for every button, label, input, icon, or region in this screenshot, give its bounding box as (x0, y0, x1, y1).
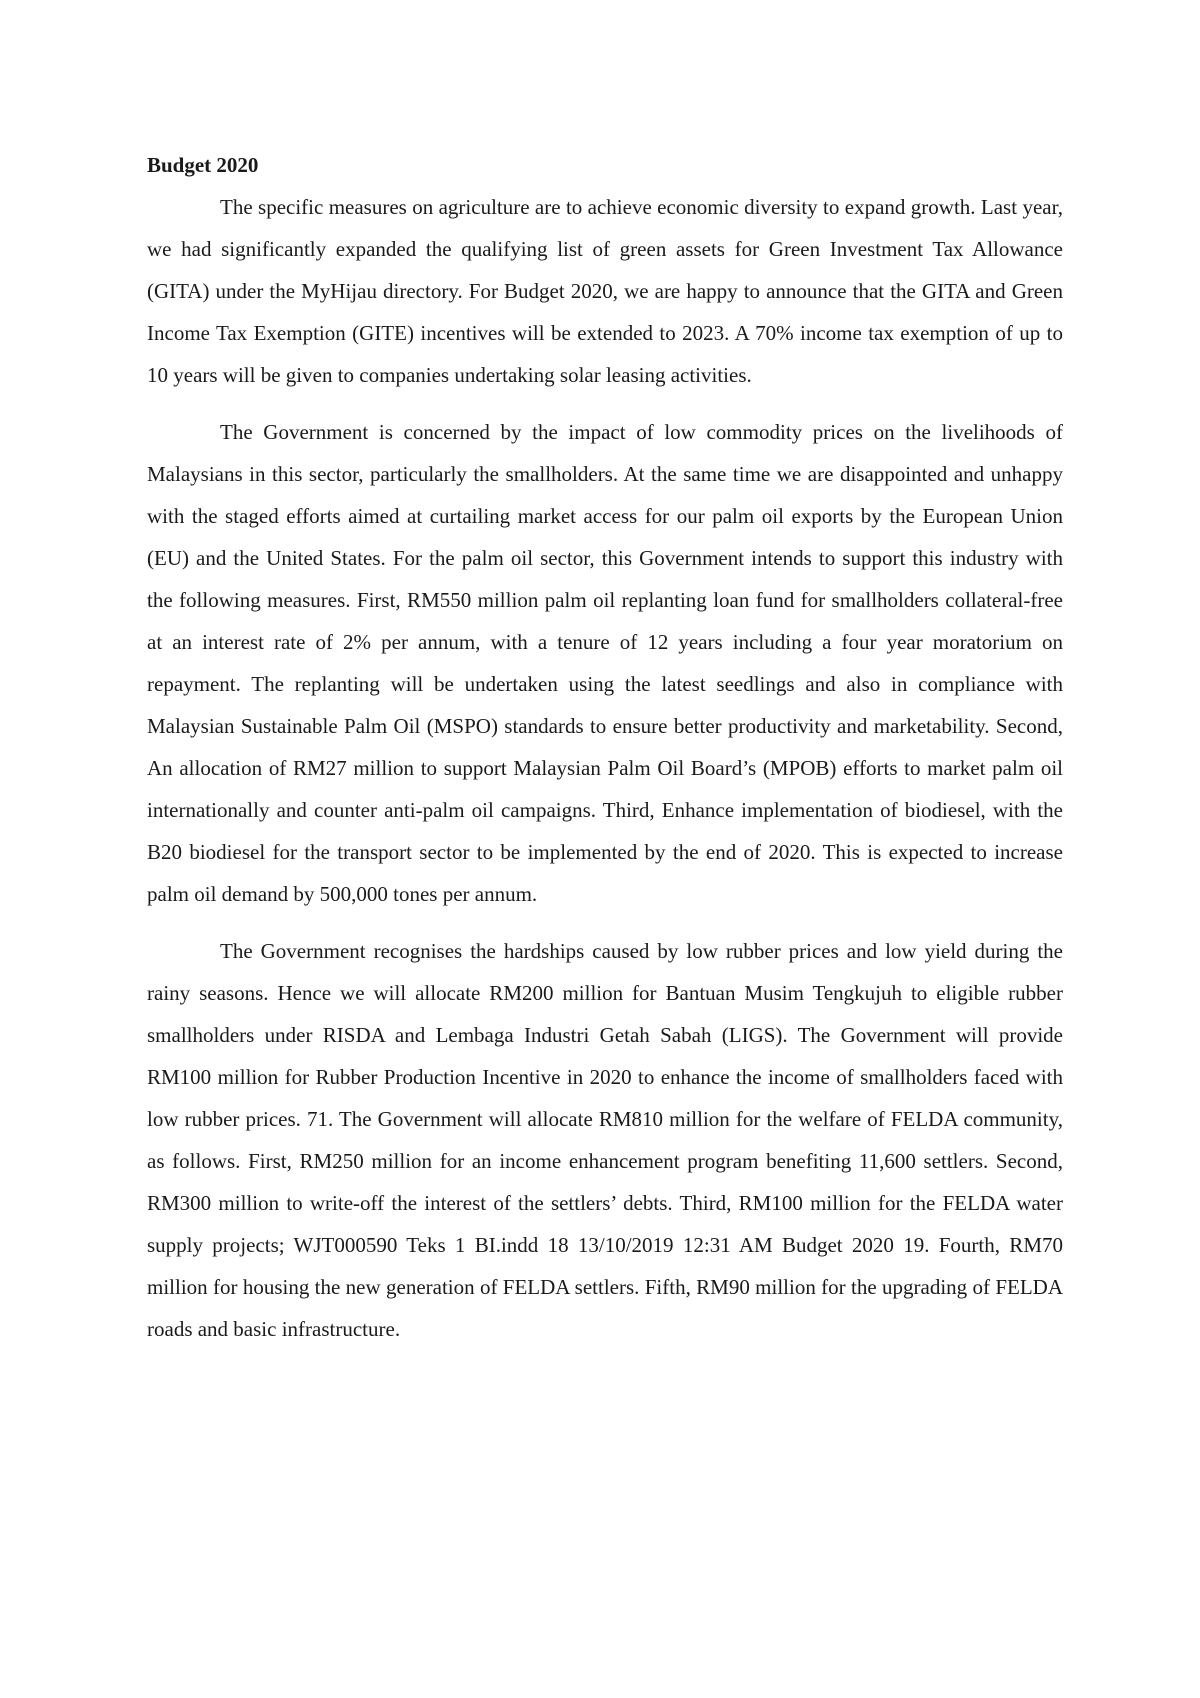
paragraph-palm-oil: The Government is concerned by the impact of low commodity prices on the livelihoods of Malaysians in this sector, particularly the smallholders. At the same time we are disappointed and unhappy with the staged efforts aimed at curtailing market access for our palm oil exports by the European Union (EU) and the United States. For the palm oil sector, this Government intends to support this industry with the following measures. First, RM550 million palm oil replanting loan fund for smallholders collateral-free at an interest rate of 2% per annum, with a tenure of 12 years including a four year moratorium on repayment. The replanting will be undertaken using the latest seedlings and also in compliance with Malaysian Sustainable Palm Oil (MSPO) standards to ensure better productivity and marketability. Second, An allocation of RM27 million to support Malaysian Palm Oil Board’s (MPOB) efforts to market palm oil internationally and counter anti-palm oil campaigns. Third, Enhance implementation of biodiesel, with the B20 biodiesel for the transport sector to be implemented by the end of 2020. This is expected to increase palm oil demand by 500,000 tones per annum. (147, 420, 1063, 906)
document-body (147, 140, 1063, 1365)
paragraph-green-incentives: The specific measures on agriculture are to achieve economic diversity to expand growth. Last year, we had significantly expanded the qualifying list of green assets for Green Investment Tax Allowance (GITA) under the MyHijau directory. For Budget 2020, we are happy to announce that the GITA and Green Income Tax Exemption (GITE) incentives will be extended to 2023. A 70% income tax exemption of up to 10 years will be given to companies undertaking solar leasing activities. (147, 195, 1063, 387)
document-title: Budget 2020 (147, 153, 259, 177)
paragraph-rubber-felda: The Government recognises the hardships caused by low rubber prices and low yield during the rainy seasons. Hence we will allocate RM200 million for Bantuan Musim Tengkujuh to eligible rubber smallholders under RISDA and Lembaga Industri Getah Sabah (LIGS). The Government will provide RM100 million for Rubber Production Incentive in 2020 to enhance the income of smallholders faced with low rubber prices. 71. The Government will allocate RM810 million for the welfare of FELDA community, as follows. First, RM250 million for an income enhancement program benefiting 11,600 settlers. Second, RM300 million to write-off the interest of the settlers’ debts. Third, RM100 million for the FELDA water supply projects; WJT000590 Teks 1 BI.indd 18 13/10/2019 12:31 AM Budget 2020 19. Fourth, RM70 million for housing the new generation of FELDA settlers. Fifth, RM90 million for the upgrading of FELDA roads and basic infrastructure. (147, 939, 1063, 1341)
